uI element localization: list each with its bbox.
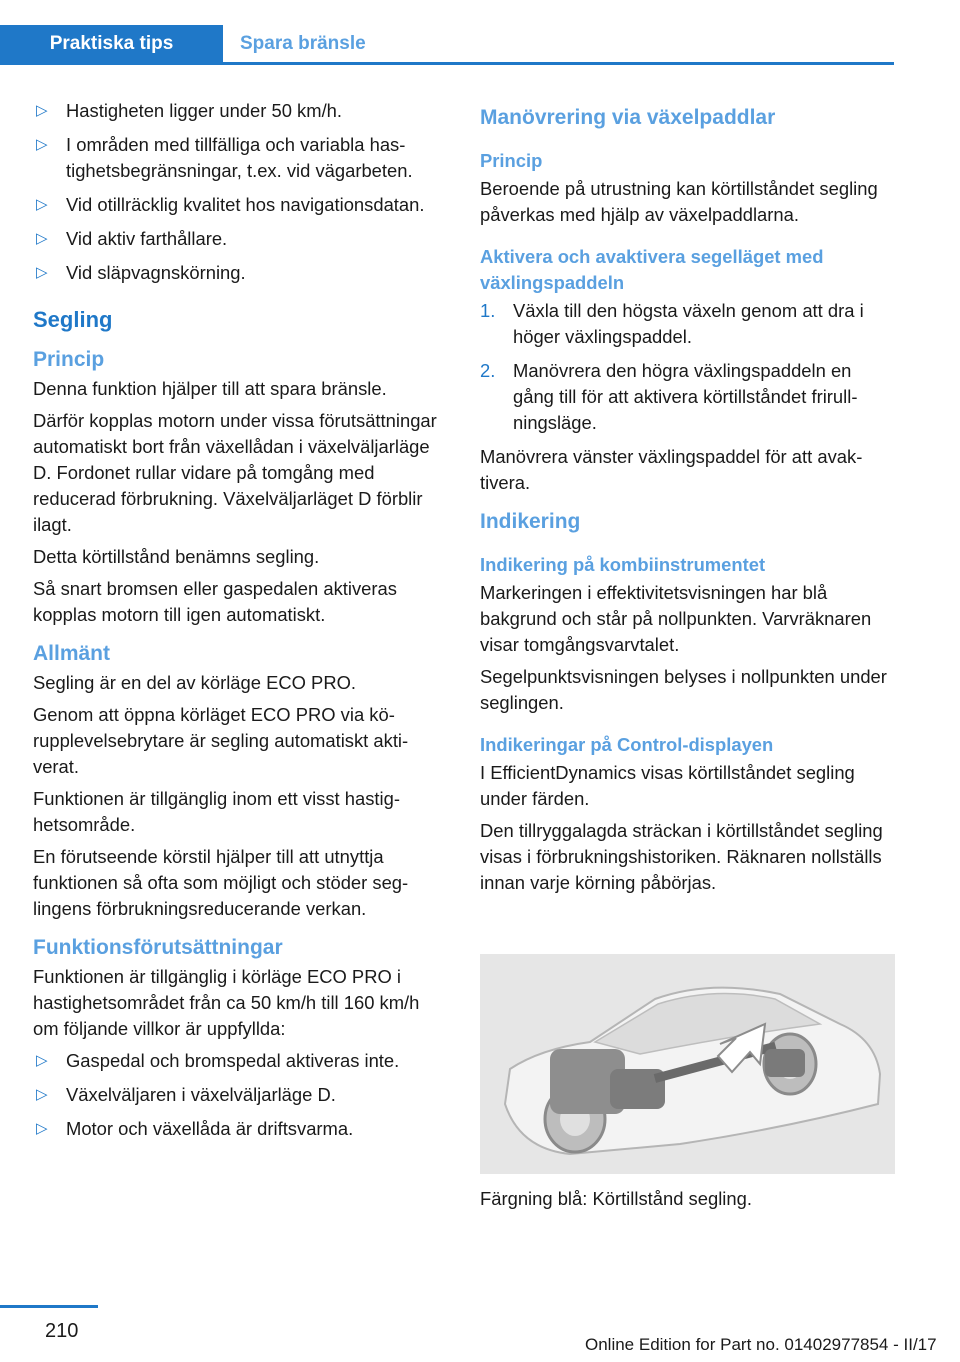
step-item bbox=[480, 358, 895, 436]
paragraph: Funktionen är tillgänglig i körläge ECO PRO i hastighetsområdet från ca 50 km/h till 160 km/h om följande villkor är uppfyllda: bbox=[33, 966, 420, 1039]
heading-princip-right: Princip bbox=[480, 150, 543, 171]
step-item bbox=[480, 298, 895, 350]
footer-rule bbox=[0, 1305, 98, 1308]
page-number: 210 bbox=[45, 1320, 79, 1342]
paragraph: Markeringen i effektivitetsvisningen har blå bakgrund och står på nollpunkten. Varvräknaren visar tomgångsvarvtalet. bbox=[480, 582, 872, 655]
paragraph: Denna funktion hjälper till att spara bränsle. bbox=[33, 378, 387, 399]
right-column bbox=[480, 104, 895, 902]
step-number: 1. bbox=[480, 300, 496, 321]
car-illustration-svg bbox=[480, 954, 895, 1174]
bullet-item: ▷ Vid aktiv farthållare. bbox=[33, 226, 443, 252]
header-tabbar bbox=[0, 25, 894, 65]
bullet-item: ▷ Vid otillräcklig kvalitet hos navigationsdatan. bbox=[33, 192, 443, 218]
bullet-item: ▷ Gaspedal och bromspedal aktiveras inte. bbox=[33, 1048, 443, 1074]
heading-manovrering: Manövrering via växelpaddlar bbox=[480, 106, 776, 129]
image-caption: Färgning blå: Körtillstånd segling. bbox=[480, 1188, 752, 1209]
edition-note: Online Edition for Part no. 01402977854 - II/17 bbox=[585, 1335, 937, 1354]
heading-kombiinstrument: Indikering på kombiinstrumentet bbox=[480, 554, 766, 575]
paragraph: Segelpunktsvisningen belyses i nollpunkten under seglingen. bbox=[480, 666, 887, 713]
paragraph: Detta körtillstånd benämns segling. bbox=[33, 546, 320, 567]
paragraph: Därför kopplas motorn under vissa förutsättningar automatiskt bort från växellådan i växelväljarläge D. Fordonet rullar vidare på tomgång med reducerad förbrukning. Växelväljarläget D förblir ilagt. bbox=[33, 410, 437, 535]
bullet-item: ▷ Växelväljaren i växelväljarläge D. bbox=[33, 1082, 443, 1108]
paragraph: En förutseende körstil hjälper till att utnyttja funktionen så ofta som möjligt och stöder seglingens förbrukningsreducerande verkan. bbox=[33, 846, 409, 919]
bullet-item: ▷ I områden med tillfälliga och variabla hastighetsbegränsningar, t.ex. vid vägarbeten. bbox=[33, 132, 443, 184]
heading-segling: Segling bbox=[33, 307, 113, 332]
paragraph: Manövrera vänster växlingspaddel för att avaktivera. bbox=[480, 446, 863, 493]
heading-funktionsforutsattningar: Funktionsförutsättningar bbox=[33, 936, 283, 959]
heading-aktivera: Aktivera och avaktivera segelläget med växlingspaddeln bbox=[480, 246, 824, 293]
heading-control-display: Indikeringar på Control-displayen bbox=[480, 734, 774, 755]
paragraph: Segling är en del av körläge ECO PRO. bbox=[33, 672, 357, 693]
paragraph: I EfficientDynamics visas körtillståndet segling under färden. bbox=[480, 762, 855, 809]
bullet-item: ▷ Motor och växellåda är driftsvarma. bbox=[33, 1116, 443, 1142]
heading-princip: Princip bbox=[33, 348, 105, 371]
step-text: Växla till den högsta växeln genom att dra i höger växlingspaddel. bbox=[513, 300, 864, 347]
paragraph: Beroende på utrustning kan körtillståndet segling påverkas med hjälp av växelpaddlarna. bbox=[480, 178, 878, 225]
bullet-item: ▷ Hastigheten ligger under 50 km/h. bbox=[33, 98, 443, 124]
heading-allmant: Allmänt bbox=[33, 642, 111, 665]
heading-indikering: Indikering bbox=[480, 510, 581, 533]
car-drivetrain-illustration bbox=[480, 954, 895, 1174]
left-column bbox=[33, 98, 443, 1150]
step-number: 2. bbox=[480, 360, 496, 381]
step-text: Manövrera den högra växlingspaddeln en gång till för att aktivera körtillståndet frirullningsläge. bbox=[513, 360, 858, 433]
tab-spara-bransle[interactable]: Spara bränsle bbox=[240, 33, 366, 54]
paragraph: Funktionen är tillgänglig inom ett visst hastighetsområde. bbox=[33, 788, 400, 835]
tab-praktiska-tips[interactable]: Praktiska tips bbox=[0, 25, 223, 62]
paragraph: Så snart bromsen eller gaspedalen aktiveras kopplas motorn till igen automatiskt. bbox=[33, 578, 397, 625]
bullet-item: ▷ Vid släpvagnskörning. bbox=[33, 260, 443, 286]
paragraph: Genom att öppna körläget ECO PRO via körupplevelsebrytare är segling automatiskt aktiverat. bbox=[33, 704, 409, 777]
paragraph: Den tillryggalagda sträckan i körtillståndet segling visas i förbrukningshistoriken. Räknaren nollställs innan varje körning påbörjas. bbox=[480, 820, 883, 893]
